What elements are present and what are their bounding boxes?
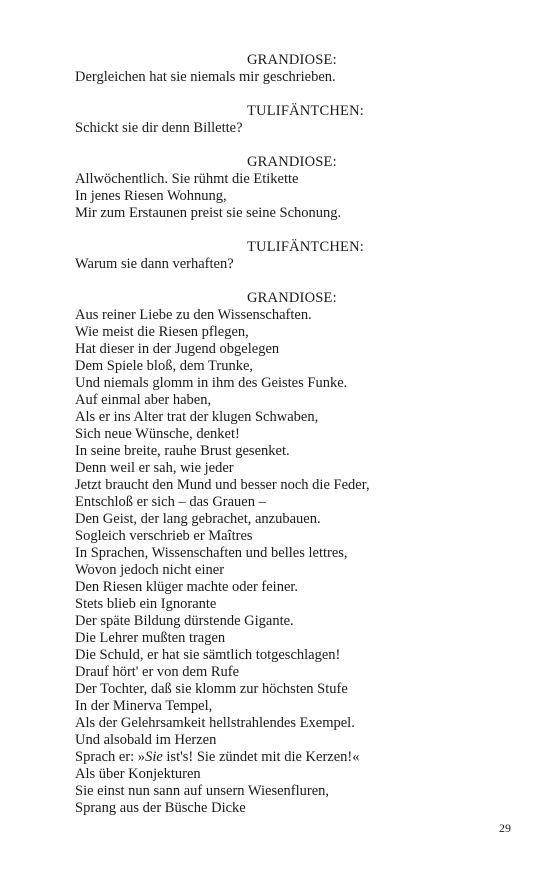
verse-line: Und alsobald im Herzen [75, 732, 217, 748]
dialogue-block [75, 154, 485, 222]
speaker-name: GRANDIOSE: [247, 154, 337, 170]
verse-line: In der Minerva Tempel, [75, 698, 213, 714]
verse-line: Schickt sie dir denn Billette? [75, 120, 243, 136]
verse-line: Warum sie dann verhaften? [75, 256, 234, 272]
verse-line: Auf einmal aber haben, [75, 392, 212, 408]
verse-line: Den Riesen klüger machte oder feiner. [75, 579, 299, 595]
verse-line: Sie einst nun sann auf unsern Wiesenfluren, [75, 783, 330, 799]
verse-line: Als der Gelehrsamkeit hellstrahlendes Exempel. [75, 715, 355, 731]
quote-emphasis: Sie [145, 749, 163, 765]
verse-line: Der späte Bildung dürstende Gigante. [75, 613, 294, 629]
verse-line: Sprang aus der Büsche Dicke [75, 800, 246, 816]
verse-line: Als über Konjekturen [75, 766, 201, 782]
verse-line: In jenes Riesen Wohnung, [75, 188, 227, 204]
verse-line-with-quote [75, 749, 485, 766]
verse-line: Der Tochter, daß sie klomm zur höchsten Stufe [75, 681, 348, 697]
verse-line: Und niemals glomm in ihm des Geistes Funke. [75, 375, 348, 391]
verse-line: Sogleich verschrieb er Maîtres [75, 528, 253, 544]
verse-line: Als er ins Alter trat der klugen Schwaben, [75, 409, 319, 425]
dialogue-block [75, 52, 485, 86]
quote-prefix: Sprach er: » [75, 749, 146, 765]
verse-line: In seine breite, rauhe Brust gesenket. [75, 443, 290, 459]
verse-line: In Sprachen, Wissenschaften und belles lettres, [75, 545, 348, 561]
verse-line: Allwöchentlich. Sie rühmt die Etikette [75, 171, 299, 187]
verse-line: Dem Spiele bloß, dem Trunke, [75, 358, 254, 374]
speaker-name: TULIFÄNTCHEN: [247, 239, 364, 255]
verse-line: Die Schuld, er hat sie sämtlich totgeschlagen! [75, 647, 341, 663]
dialogue-block [75, 290, 485, 817]
verse-line: Drauf hört' er von dem Rufe [75, 664, 240, 680]
dialogue-block [75, 103, 485, 137]
verse-line: Sich neue Wünsche, denket! [75, 426, 240, 442]
speaker-name: GRANDIOSE: [247, 290, 337, 306]
verse-line: Hat dieser in der Jugend obgelegen [75, 341, 280, 357]
verse-line: Denn weil er sah, wie jeder [75, 460, 234, 476]
verse-line: Wie meist die Riesen pflegen, [75, 324, 249, 340]
document-page [75, 52, 485, 834]
quote-suffix: ist's! Sie zündet mit die Kerzen!« [162, 749, 360, 765]
dialogue-block [75, 239, 485, 273]
verse-line: Den Geist, der lang gebrachet, anzubauen. [75, 511, 321, 527]
verse-line: Jetzt braucht den Mund und besser noch die Feder, [75, 477, 370, 493]
verse-line: Die Lehrer mußten tragen [75, 630, 226, 646]
speaker-name: TULIFÄNTCHEN: [247, 103, 364, 119]
verse-line: Stets blieb ein Ignorante [75, 596, 217, 612]
verse-line: Dergleichen hat sie niemals mir geschrieben. [75, 69, 336, 85]
verse-line: Aus reiner Liebe zu den Wissenschaften. [75, 307, 312, 323]
verse-line: Mir zum Erstaunen preist sie seine Schonung. [75, 205, 342, 221]
verse-line: Entschloß er sich – das Grauen – [75, 494, 266, 510]
verse-line: Wovon jedoch nicht einer [75, 562, 225, 578]
speaker-name: GRANDIOSE: [247, 52, 337, 68]
page-number: 29 [499, 821, 511, 835]
